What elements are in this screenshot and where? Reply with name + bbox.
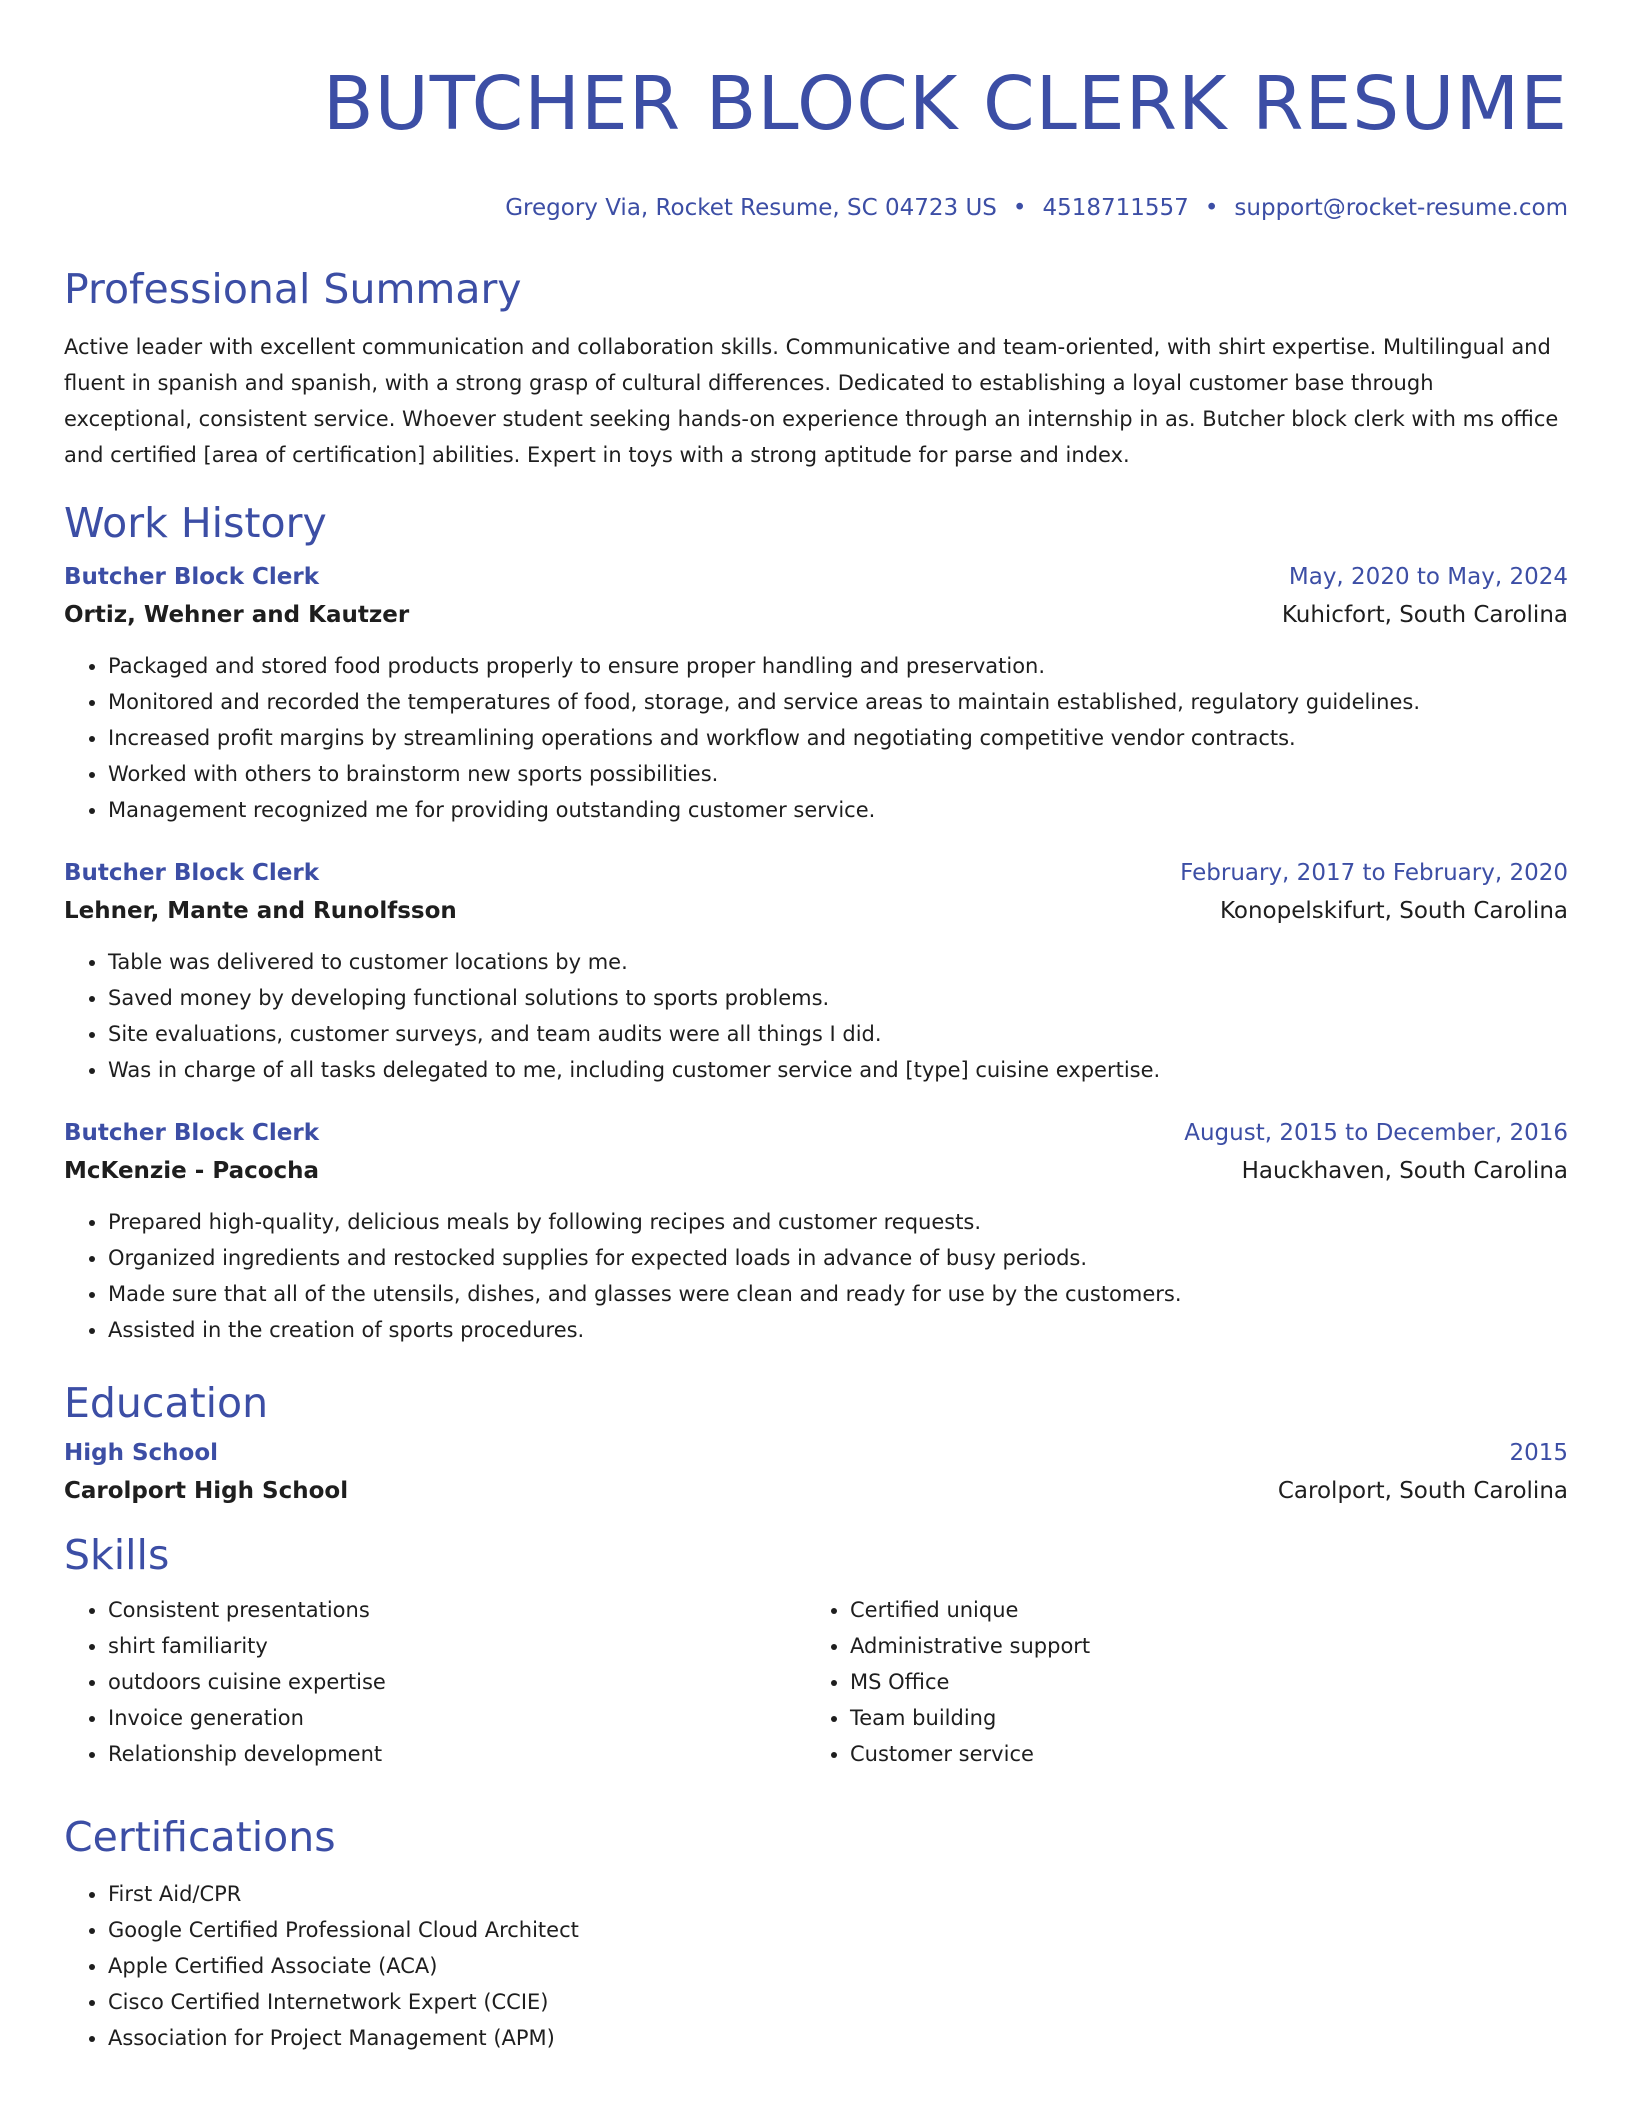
job-company: McKenzie - Pacocha	[64, 1158, 320, 1184]
job-title: Butcher Block Clerk	[64, 1120, 320, 1146]
job-bullet: • Organized ingredients and restocked supplies for expected loads in advance of busy periods.	[108, 1240, 1568, 1276]
certification-item: • First Aid/CPR	[108, 1876, 1568, 1912]
education-school-row	[64, 1472, 1568, 1510]
job-title: Butcher Block Clerk	[64, 860, 320, 886]
job-company-row	[64, 892, 1568, 930]
job-entry	[64, 854, 1568, 1088]
job-title-row	[64, 1114, 1568, 1152]
skills-list-left	[64, 1592, 806, 1772]
education-year: 2015	[1509, 1440, 1568, 1466]
contact-separator: •	[1012, 195, 1027, 221]
skills-heading: Skills	[64, 1531, 170, 1579]
skill-item: • Team building	[850, 1700, 1548, 1736]
certifications-list	[64, 1876, 1568, 2056]
certification-item: • Google Certified Professional Cloud Architect	[108, 1912, 1568, 1948]
education-degree-row	[64, 1434, 1568, 1472]
education-location: Carolport, South Carolina	[1277, 1478, 1568, 1504]
job-title-row	[64, 558, 1568, 596]
job-bullet: • Prepared high-quality, delicious meals by following recipes and customer requests.	[108, 1204, 1568, 1240]
job-location: Kuhicfort, South Carolina	[1281, 602, 1568, 628]
contact-email: support@rocket-resume.com	[1234, 195, 1568, 221]
job-bullet: • Worked with others to brainstorm new sports possibilities.	[108, 756, 1568, 792]
skill-item: • Relationship development	[108, 1736, 806, 1772]
job-entry	[64, 1114, 1568, 1348]
summary-heading: Professional Summary	[64, 265, 522, 313]
job-title: Butcher Block Clerk	[64, 564, 320, 590]
job-dates: February, 2017 to February, 2020	[1180, 860, 1568, 886]
job-bullet: • Saved money by developing functional solutions to sports problems.	[108, 980, 1568, 1016]
education-school: Carolport High School	[64, 1478, 349, 1504]
job-company: Lehner, Mante and Runolfsson	[64, 898, 457, 924]
skill-item: • Administrative support	[850, 1628, 1548, 1664]
skill-item: • MS Office	[850, 1664, 1548, 1700]
job-bullet: • Site evaluations, customer surveys, and team audits were all things I did.	[108, 1016, 1568, 1052]
certification-item: • Cisco Certified Internetwork Expert (CCIE)	[108, 1984, 1568, 2020]
job-bullets	[64, 944, 1568, 1088]
skill-item: • shirt familiarity	[108, 1628, 806, 1664]
job-bullet: • Table was delivered to customer locations by me.	[108, 944, 1568, 980]
job-bullet: • Assisted in the creation of sports procedures.	[108, 1312, 1568, 1348]
skill-item: • Customer service	[850, 1736, 1548, 1772]
contact-address: Gregory Via, Rocket Resume, SC 04723 US	[505, 195, 997, 221]
work-history-list	[64, 558, 1568, 1348]
job-bullet: • Management recognized me for providing outstanding customer service.	[108, 792, 1568, 828]
job-company-row	[64, 1152, 1568, 1190]
skill-item: • Invoice generation	[108, 1700, 806, 1736]
skills-list-right	[806, 1592, 1548, 1772]
job-location: Konopelskifurt, South Carolina	[1219, 898, 1568, 924]
job-entry	[64, 558, 1568, 828]
job-company: Ortiz, Wehner and Kautzer	[64, 602, 410, 628]
education-entry	[64, 1434, 1568, 1510]
skill-item: • Certified unique	[850, 1592, 1548, 1628]
certifications-heading: Certifications	[64, 1813, 336, 1861]
job-bullet: • Monitored and recorded the temperatures of food, storage, and service areas to maintain established, regulatory guidelines.	[108, 684, 1568, 720]
job-location: Hauckhaven, South Carolina	[1241, 1158, 1568, 1184]
work-history-heading: Work History	[64, 499, 327, 547]
job-company-row	[64, 596, 1568, 634]
contact-phone: 4518711557	[1042, 195, 1189, 221]
certification-item: • Apple Certified Associate (ACA)	[108, 1948, 1568, 1984]
job-bullet: • Packaged and stored food products properly to ensure proper handling and preservation.	[108, 648, 1568, 684]
job-bullet: • Made sure that all of the utensils, dishes, and glasses were clean and ready for use by the customers.	[108, 1276, 1568, 1312]
resume-title: BUTCHER BLOCK CLERK RESUME	[322, 61, 1568, 147]
summary-text: Active leader with excellent communication and collaboration skills. Communicative and team-oriented, with shirt expertise. Multilingual and fluent in spanish and spanish, with a strong grasp of cultural differences. Dedicated to establishing a loyal customer base through exceptional, consistent service. Whoever student seeking hands-on experience through an internship in as. Butcher block clerk with ms office and certified [area of certification] abilities. Expert in toys with a strong aptitude for parse and index.	[64, 335, 1559, 467]
education-heading: Education	[64, 1379, 269, 1427]
job-dates: August, 2015 to December, 2016	[1184, 1120, 1568, 1146]
education-degree: High School	[64, 1440, 219, 1466]
job-bullet: • Increased profit margins by streamlining operations and workflow and negotiating competitive vendor contracts.	[108, 720, 1568, 756]
certification-item: • Association for Project Management (APM)	[108, 2020, 1568, 2056]
job-title-row	[64, 854, 1568, 892]
skill-item: • outdoors cuisine expertise	[108, 1664, 806, 1700]
contact-line	[64, 192, 1568, 224]
job-bullets	[64, 1204, 1568, 1348]
skill-item: • Consistent presentations	[108, 1592, 806, 1628]
job-bullets	[64, 648, 1568, 828]
skills-columns	[64, 1592, 1568, 1772]
contact-separator: •	[1204, 195, 1219, 221]
job-bullet: • Was in charge of all tasks delegated to me, including customer service and [type] cuisine expertise.	[108, 1052, 1568, 1088]
job-dates: May, 2020 to May, 2024	[1288, 564, 1568, 590]
